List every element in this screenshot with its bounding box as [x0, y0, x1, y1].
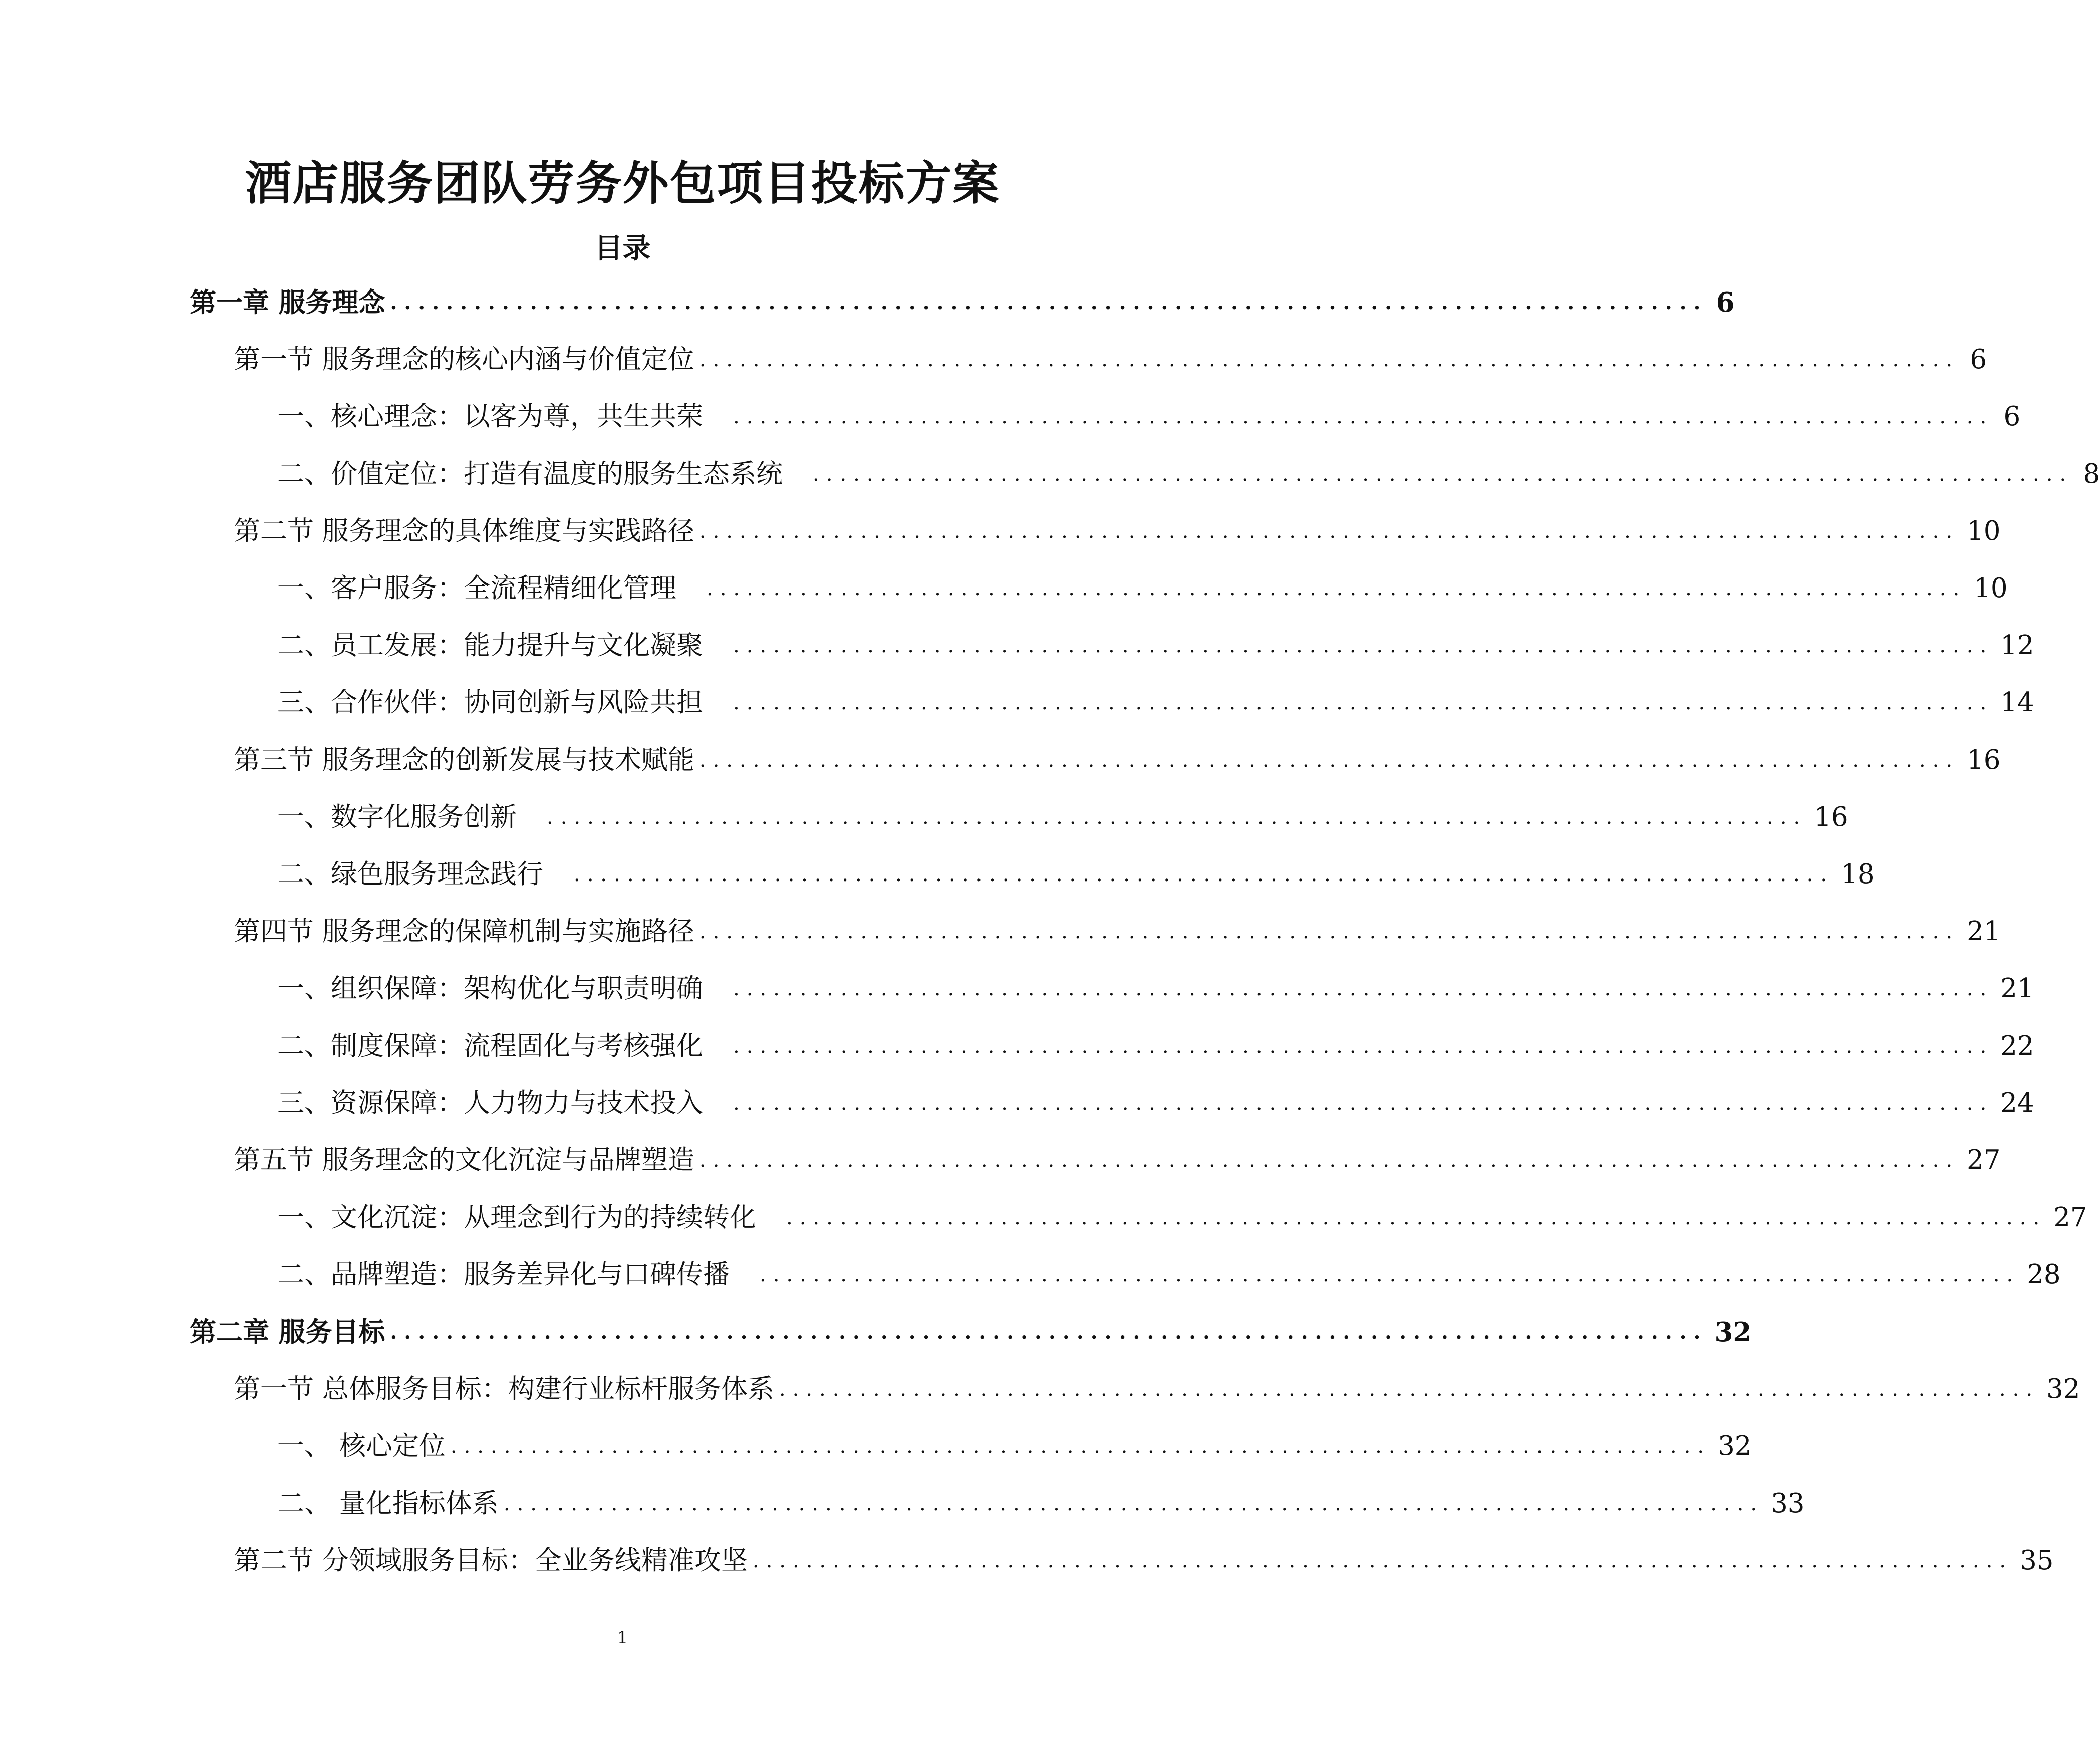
toc-entry-page: 27 — [1967, 1145, 2001, 1176]
toc-entry[interactable] — [234, 1368, 2080, 1411]
toc-leader-dots: .............................................................................................. — [699, 1149, 1960, 1172]
toc-leader-dots: .............................................................................................. — [733, 405, 1994, 428]
toc-leader-dots: .............................................................................................. — [760, 1263, 2020, 1286]
toc-leader-dots: .............................................................................................. — [699, 520, 1960, 543]
toc-leader-dots: .............................................................................................. — [390, 290, 1708, 314]
toc-leader-dots: .............................................................................................. — [786, 1206, 2047, 1229]
toc-leader-dots: .............................................................................................. — [733, 1092, 1994, 1115]
toc-entry[interactable] — [277, 1082, 2034, 1125]
toc-leader-dots: .............................................................................................. — [699, 749, 1960, 772]
toc-leader-dots: .............................................................................................. — [707, 577, 1967, 600]
toc-entry[interactable] — [190, 1310, 1752, 1354]
toc-leader-dots: .............................................................................................. — [450, 1435, 1711, 1458]
toc-entry[interactable] — [234, 910, 2001, 953]
toc-entry-title: 二、绿色服务理念践行 — [277, 859, 543, 890]
toc-entry-page: 14 — [2000, 687, 2034, 718]
toc-entry[interactable] — [234, 739, 2001, 782]
toc-leader-dots: .............................................................................................. — [733, 691, 1994, 714]
toc-entry-title: 第一章 服务理念 — [190, 287, 385, 318]
page-number: 1 — [617, 1628, 628, 1648]
toc-entry[interactable] — [277, 967, 2034, 1010]
toc-leader-dots: .............................................................................................. — [813, 463, 2073, 486]
toc-entry[interactable] — [277, 1425, 1752, 1468]
toc-entry-page: 33 — [1771, 1488, 1805, 1519]
toc-entry-title: 第二节 服务理念的具体维度与实践路径 — [234, 516, 694, 546]
toc-entry-title: 第五节 服务理念的文化沉淀与品牌塑造 — [234, 1145, 694, 1176]
toc-entry-page: 21 — [2000, 973, 2034, 1004]
toc-leader-dots: .............................................................................................. — [699, 348, 1960, 371]
toc-heading: 目录 — [594, 232, 651, 265]
toc-entry-page: 16 — [1967, 745, 2001, 775]
toc-entry-title: 二、员工发展：能力提升与文化凝聚 — [277, 630, 703, 661]
toc-entry-title: 第四节 服务理念的保障机制与实施路径 — [234, 916, 694, 947]
toc-leader-dots: .............................................................................................. — [779, 1378, 2040, 1401]
toc-entry-page: 21 — [1967, 916, 2001, 947]
toc-entry-page: 16 — [1814, 802, 1848, 832]
toc-entry[interactable] — [234, 338, 1987, 381]
toc-leader-dots: .............................................................................................. — [547, 806, 1807, 829]
toc-entry[interactable] — [277, 1482, 1805, 1525]
toc-leader-dots: .............................................................................................. — [752, 1549, 2013, 1572]
toc-leader-dots: .............................................................................................. — [503, 1492, 1764, 1515]
toc-entry-title: 三、资源保障：人力物力与技术投入 — [277, 1088, 703, 1118]
toc-entry-title: 第三节 服务理念的创新发展与技术赋能 — [234, 745, 694, 775]
toc-entry-title: 第一节 服务理念的核心内涵与价值定位 — [234, 344, 694, 375]
toc-entry-page: 6 — [1716, 287, 1735, 318]
toc-entry-page: 6 — [2003, 401, 2021, 432]
toc-entry[interactable] — [277, 1024, 2034, 1068]
toc-entry-page: 12 — [2000, 630, 2034, 661]
toc-entry[interactable] — [277, 453, 2100, 496]
toc-entry-title: 第一节 总体服务目标：构建行业标杆服务体系 — [234, 1374, 774, 1404]
toc-entry-page: 24 — [2000, 1088, 2034, 1118]
toc-entry-title: 二、品牌塑造：服务差异化与口碑传播 — [277, 1259, 730, 1290]
toc-entry-page: 27 — [2053, 1202, 2087, 1233]
toc-entry-page: 32 — [1714, 1316, 1752, 1348]
toc-leader-dots: .............................................................................................. — [699, 920, 1960, 943]
toc-entry[interactable] — [234, 1539, 2054, 1582]
toc-entry-page: 22 — [2000, 1031, 2034, 1061]
toc-leader-dots: .............................................................................................. — [390, 1320, 1708, 1344]
toc-entry[interactable] — [277, 1196, 2087, 1239]
toc-entry[interactable] — [277, 681, 2034, 724]
toc-entry-title: 二、制度保障：流程固化与考核强化 — [277, 1031, 703, 1061]
toc-entry-title: 三、合作伙伴：协同创新与风险共担 — [277, 687, 703, 718]
toc-entry-title: 二、 量化指标体系 — [277, 1488, 499, 1519]
toc-entry-page: 8 — [2083, 459, 2100, 489]
toc-entry-title: 第二章 服务目标 — [190, 1316, 385, 1348]
toc-entry-title: 一、组织保障：架构优化与职责明确 — [277, 973, 703, 1004]
toc-entry[interactable] — [234, 1139, 2001, 1182]
toc-entry-page: 18 — [1841, 859, 1875, 890]
toc-entry-page: 6 — [1970, 344, 1987, 375]
toc-leader-dots: .............................................................................................. — [574, 863, 1834, 886]
toc-entry[interactable] — [277, 853, 1875, 896]
toc-entry-page: 10 — [1967, 516, 2001, 546]
document-title: 酒店服务团队劳务外包项目投标方案 — [245, 156, 1000, 210]
toc-entry-title: 一、客户服务：全流程精细化管理 — [277, 573, 676, 604]
toc-entry-title: 一、数字化服务创新 — [277, 802, 517, 832]
toc-entry-title: 二、价值定位：打造有温度的服务生态系统 — [277, 459, 783, 489]
toc-entry-title: 第二节 分领域服务目标：全业务线精准攻坚 — [234, 1545, 748, 1576]
toc-entry-page: 32 — [2046, 1374, 2080, 1404]
toc-entry[interactable] — [190, 281, 1735, 324]
toc-leader-dots: .............................................................................................. — [733, 1035, 1994, 1058]
toc-leader-dots: .............................................................................................. — [733, 977, 1994, 1000]
toc-entry[interactable] — [277, 624, 2034, 667]
toc-entry-title: 一、核心理念：以客为尊，共生共荣 — [277, 401, 703, 432]
toc-entry[interactable] — [277, 796, 1848, 839]
toc-entry-page: 32 — [1718, 1431, 1752, 1461]
toc-entry[interactable] — [277, 567, 2008, 610]
toc-entry-page: 10 — [1974, 573, 2008, 604]
toc-entry[interactable] — [234, 510, 2001, 553]
toc-leader-dots: .............................................................................................. — [733, 634, 1994, 657]
toc-entry[interactable] — [277, 1253, 2061, 1296]
toc-entry-page: 35 — [2020, 1545, 2054, 1576]
toc-entry-title: 一、 核心定位 — [277, 1431, 446, 1461]
toc-entry-title: 一、文化沉淀：从理念到行为的持续转化 — [277, 1202, 756, 1233]
toc-entry[interactable] — [277, 395, 2021, 438]
toc-entry-page: 28 — [2027, 1259, 2061, 1290]
